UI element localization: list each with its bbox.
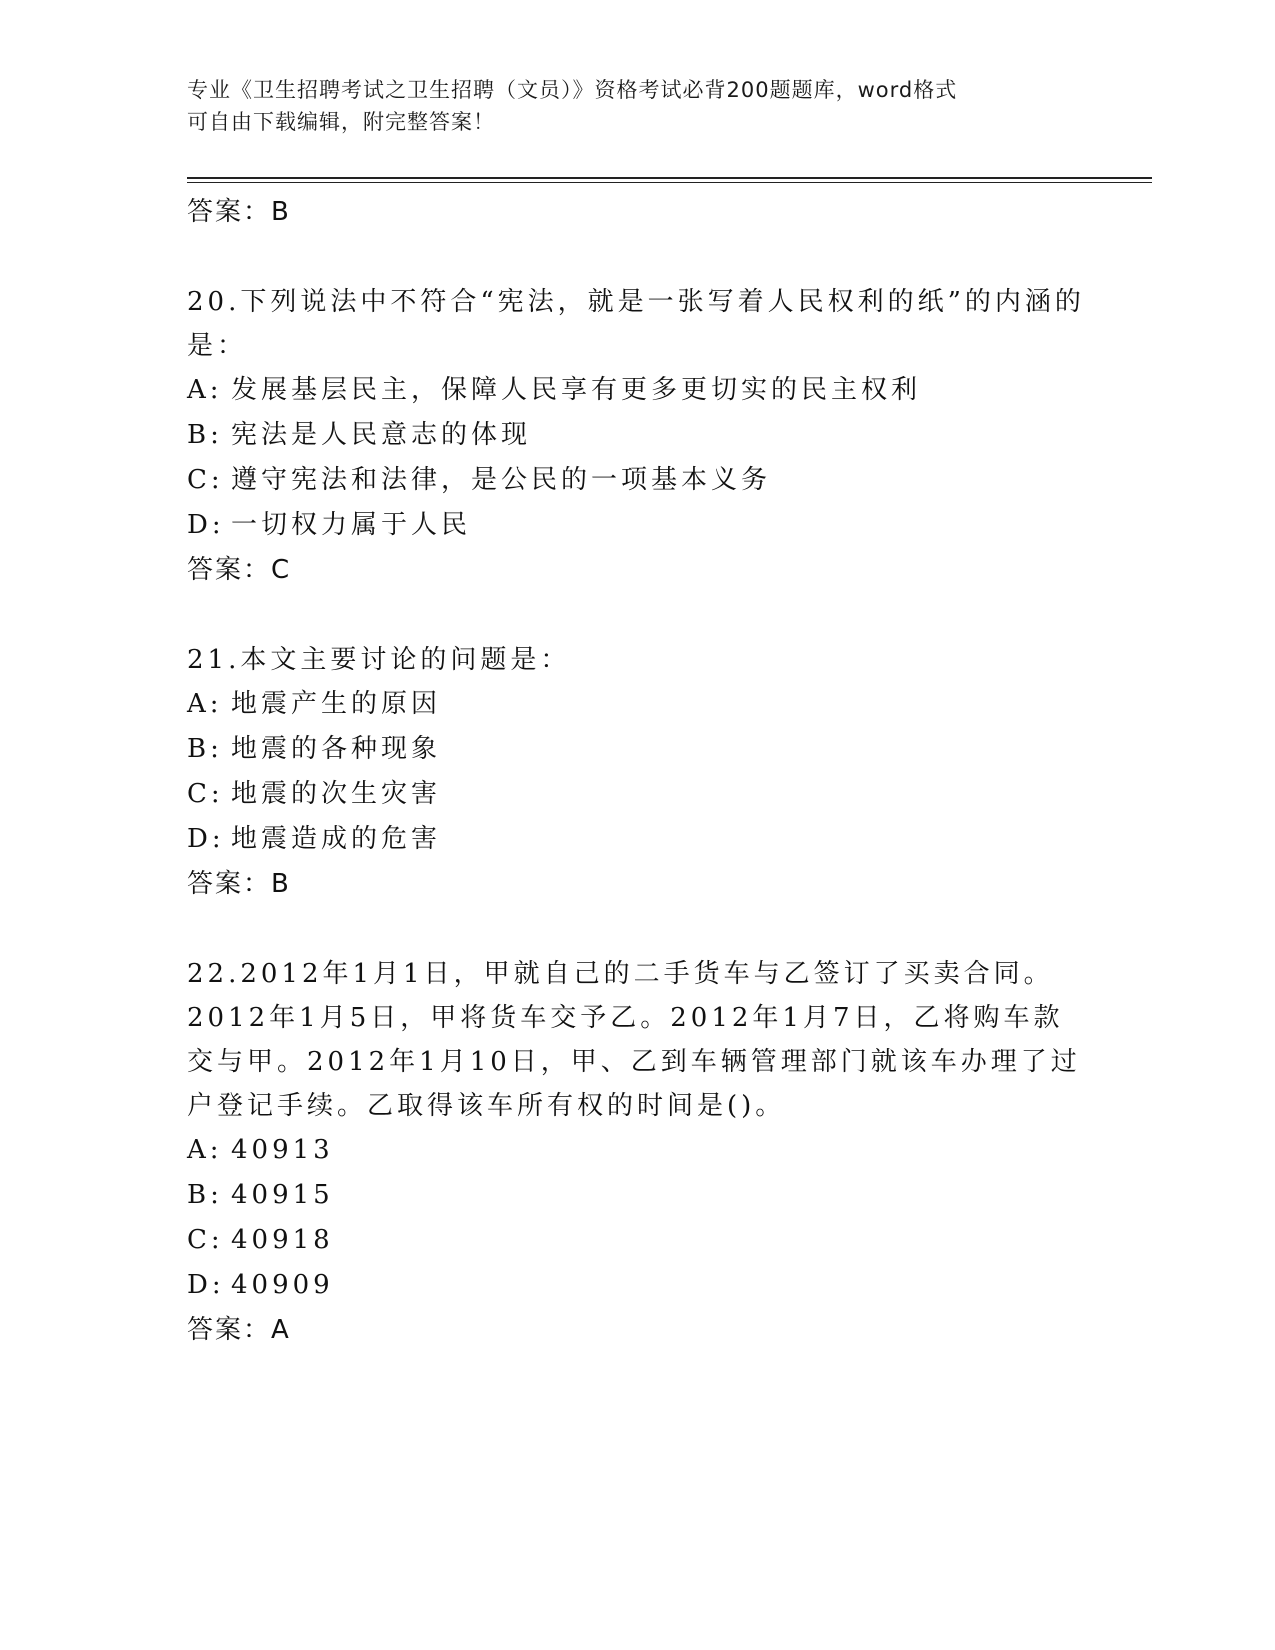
- option-letter: A:: [187, 689, 223, 719]
- answer: 答案：C: [187, 555, 292, 585]
- option-a: [187, 1128, 1087, 1173]
- option-d: [187, 503, 1087, 548]
- option-letter: B:: [187, 1180, 223, 1210]
- option-b: [187, 1173, 1087, 1218]
- header-title-line-1: 专业《卫生招聘考试之卫生招聘（文员）》资格考试必背200题题库，word格式: [187, 78, 958, 102]
- question-stem: 20.下列说法中不符合“宪法，就是一张写着人民权利的纸”的内涵的是：: [187, 287, 1085, 361]
- header-title-line-2: 可自由下载编辑，附完整答案！: [187, 110, 495, 134]
- option-letter: C:: [187, 1225, 224, 1255]
- question-20: [187, 280, 1087, 592]
- option-text: 40918: [231, 1225, 334, 1255]
- option-text: 40915: [231, 1180, 334, 1210]
- option-letter: A:: [187, 1135, 223, 1165]
- answer: 答案：B: [187, 869, 291, 899]
- option-a: [187, 368, 1087, 413]
- option-letter: A:: [187, 375, 223, 405]
- option-letter: C:: [187, 779, 224, 809]
- option-letter: C:: [187, 465, 224, 495]
- option-text: 发展基层民主，保障人民享有更多更切实的民主权利: [231, 375, 922, 405]
- option-c: [187, 772, 1087, 817]
- option-c: [187, 458, 1087, 503]
- question-list: [187, 190, 1087, 1352]
- option-d: [187, 817, 1087, 862]
- answer: 答案：A: [187, 1315, 291, 1345]
- option-text: 地震的各种现象: [231, 734, 442, 764]
- option-text: 40909: [231, 1270, 334, 1300]
- option-a: [187, 682, 1087, 727]
- option-d: [187, 1263, 1087, 1308]
- option-letter: D:: [187, 1270, 225, 1300]
- option-letter: D:: [187, 510, 225, 540]
- option-b: [187, 413, 1087, 458]
- question-21: [187, 638, 1087, 906]
- option-text: 一切权力属于人民: [231, 510, 472, 540]
- question-stem: 22.2012年1月1日，甲就自己的二手货车与乙签订了买卖合同。2012年1月5日，甲将货车交予乙。2012年1月7日，乙将购车款交与甲。2012年1月10日，甲、乙到车辆管理部门就该车办理了过户登记手续。乙取得该车所有权的时间是()。: [187, 959, 1081, 1121]
- option-text: 40913: [231, 1135, 334, 1165]
- document-header: [187, 74, 1067, 138]
- option-letter: D:: [187, 824, 225, 854]
- option-text: 遵守宪法和法律，是公民的一项基本义务: [231, 465, 772, 495]
- question-stem: 21.本文主要讨论的问题是：: [187, 645, 571, 675]
- option-text: 地震造成的危害: [231, 824, 442, 854]
- option-b: [187, 727, 1087, 772]
- question-22: [187, 952, 1087, 1352]
- option-c: [187, 1218, 1087, 1263]
- option-text: 宪法是人民意志的体现: [231, 420, 532, 450]
- option-text: 地震产生的原因: [231, 689, 442, 719]
- header-divider: [187, 177, 1152, 183]
- option-letter: B:: [187, 734, 223, 764]
- previous-answer: 答案：B: [187, 197, 291, 227]
- option-text: 地震的次生灾害: [231, 779, 442, 809]
- option-letter: B:: [187, 420, 223, 450]
